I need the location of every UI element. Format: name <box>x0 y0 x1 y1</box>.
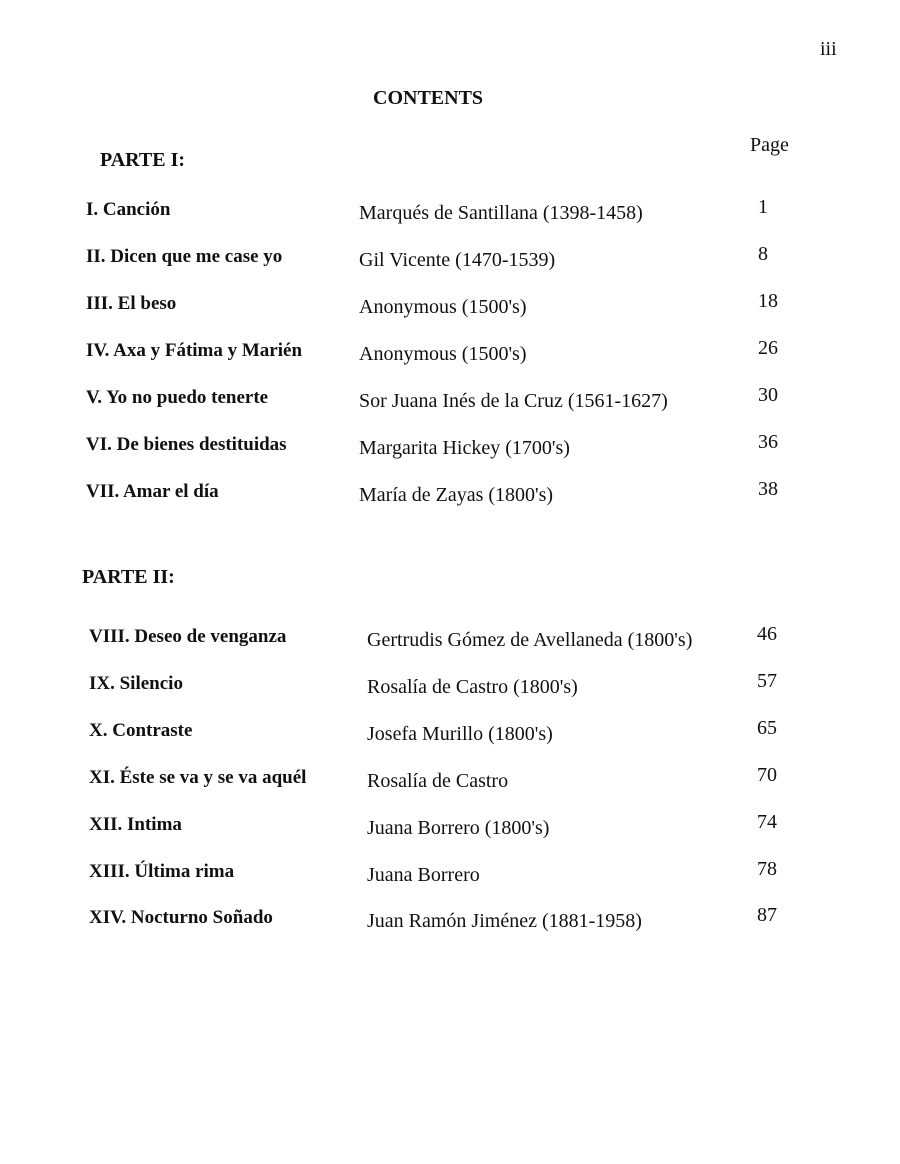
entry-author: Rosalía de Castro <box>367 770 509 792</box>
entry-page: 74 <box>757 811 777 833</box>
entry-page: 8 <box>758 243 768 265</box>
toc-entry <box>0 243 900 276</box>
entry-page: 30 <box>758 384 778 406</box>
entry-author: Anonymous (1500's) <box>359 296 527 318</box>
entry-author: Josefa Murillo (1800's) <box>367 723 553 745</box>
entry-page: 18 <box>758 290 778 312</box>
entry-title: IV. Axa y Fátima y Marién <box>86 340 303 361</box>
entry-author: Gertrudis Gómez de Avellaneda (1800's) <box>367 629 693 651</box>
toc-entry <box>0 196 900 229</box>
entry-title: XII. Intima <box>89 814 182 835</box>
part-title: PARTE I: <box>100 149 186 171</box>
entry-author: Juan Ramón Jiménez (1881-1958) <box>367 910 642 932</box>
entry-page: 78 <box>757 858 777 880</box>
entry-author: Margarita Hickey (1700's) <box>359 437 570 459</box>
entry-title: III. El beso <box>86 293 177 314</box>
entry-author: Marqués de Santillana (1398-1458) <box>359 202 643 224</box>
entry-page: 87 <box>757 904 777 926</box>
entry-author: Juana Borrero <box>367 864 480 886</box>
toc-entry <box>0 384 900 417</box>
entry-title: VIII. Deseo de venganza <box>89 626 287 647</box>
entry-author: Sor Juana Inés de la Cruz (1561-1627) <box>359 390 668 412</box>
toc-entry <box>0 337 900 370</box>
page-column-label: Page <box>750 134 789 156</box>
entry-author: Rosalía de Castro (1800's) <box>367 676 578 698</box>
entry-page: 36 <box>758 431 778 453</box>
toc-entry <box>0 670 900 703</box>
entry-page: 46 <box>757 623 777 645</box>
toc-entry <box>0 811 900 844</box>
entry-title: VII. Amar el día <box>86 481 219 502</box>
entry-title: X. Contraste <box>89 720 193 741</box>
entry-title: IX. Silencio <box>89 673 183 694</box>
entry-title: XIV. Nocturno Soñado <box>89 907 273 928</box>
toc-entry <box>0 431 900 464</box>
entry-title: XI. Éste se va y se va aquél <box>89 767 307 788</box>
toc-entry <box>0 764 900 797</box>
toc-entry <box>0 858 900 891</box>
toc-entry <box>0 478 900 511</box>
entry-title: XIII. Última rima <box>89 861 235 882</box>
entry-author: Gil Vicente (1470-1539) <box>359 249 556 271</box>
entry-page: 65 <box>757 717 777 739</box>
entry-page: 26 <box>758 337 778 359</box>
entry-title: V. Yo no puedo tenerte <box>86 387 269 408</box>
entry-author: María de Zayas (1800's) <box>359 484 554 506</box>
toc-entry <box>0 717 900 750</box>
toc-entry <box>0 290 900 323</box>
entry-author: Anonymous (1500's) <box>359 343 527 365</box>
toc-entry <box>0 623 900 656</box>
entry-page: 57 <box>757 670 777 692</box>
page-number: iii <box>820 38 837 60</box>
entry-page: 70 <box>757 764 777 786</box>
entry-page: 1 <box>758 196 768 218</box>
entry-author: Juana Borrero (1800's) <box>367 817 550 839</box>
entry-page: 38 <box>758 478 778 500</box>
entry-title: I. Canción <box>86 199 171 220</box>
part-title: PARTE II: <box>82 566 175 588</box>
entry-title: VI. De bienes destituidas <box>86 434 287 455</box>
toc-entry <box>0 904 900 937</box>
entry-title: II. Dicen que me case yo <box>86 246 283 267</box>
page-title: CONTENTS <box>373 87 484 109</box>
